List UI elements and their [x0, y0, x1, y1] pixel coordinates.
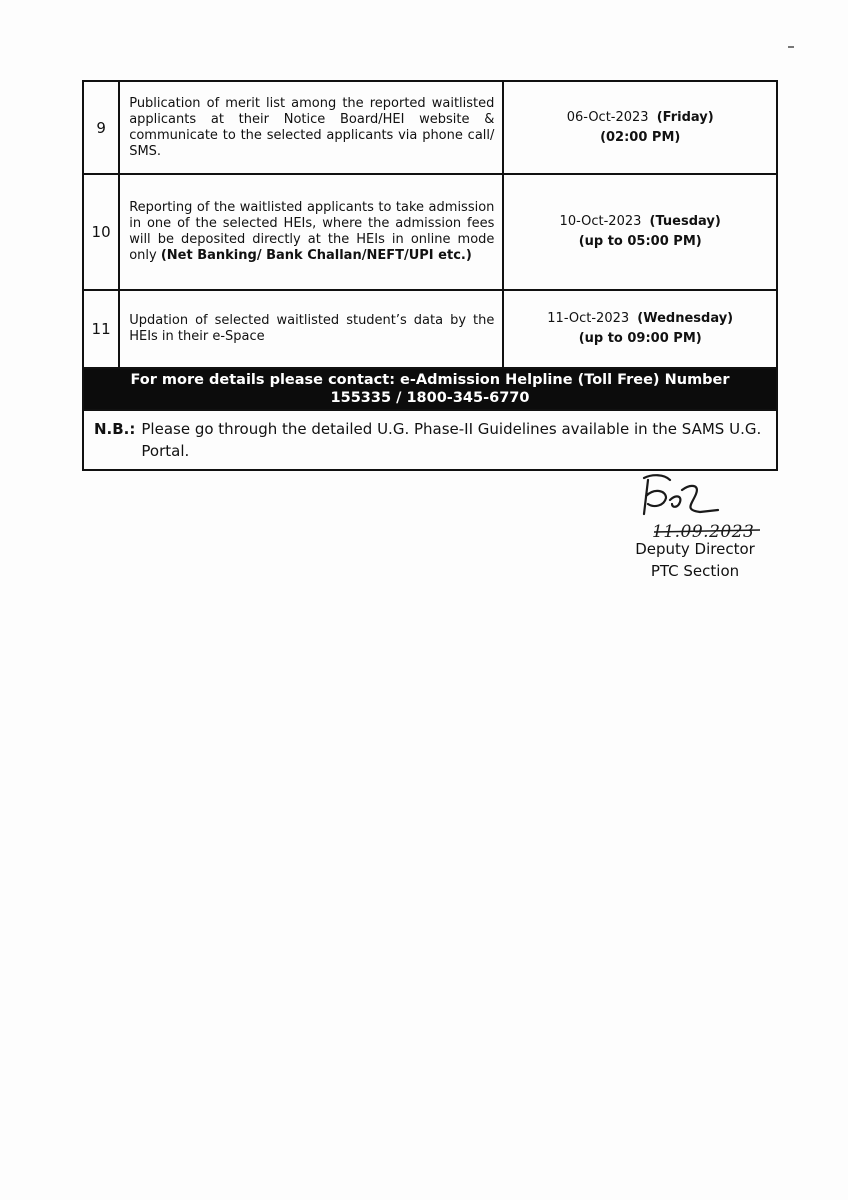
- activity-cell: [119, 174, 503, 290]
- weekday-text: (Tuesday): [649, 214, 721, 229]
- time-text: (02:00 PM): [600, 129, 681, 145]
- time-text: (up to 05:00 PM): [578, 234, 702, 249]
- note-cell: [83, 410, 777, 470]
- weekday-text: (Friday): [656, 109, 714, 125]
- weekday-text: (Wednesday): [637, 311, 734, 326]
- row-number: 11: [83, 290, 119, 368]
- scan-mark: [788, 46, 794, 48]
- contact-row: [83, 368, 777, 410]
- date-cell: [503, 81, 777, 174]
- date-text: 11-Oct-2023: [547, 311, 630, 326]
- activity-text: Publication of merit list among the reported waitlisted applicants at their Notice Board/HEI website & communicate to the selected applicants via phone call/ SMS.: [129, 95, 495, 159]
- signatory-title: [620, 538, 770, 582]
- row-number: 10: [83, 174, 119, 290]
- helpline-numbers: 155335 / 1800-345-6770: [330, 390, 530, 406]
- row-number: 9: [83, 81, 119, 174]
- activity-cell: [119, 81, 503, 174]
- note-text: Please go through the detailed U.G. Phase-II Guidelines available in the SAMS U.G. Portal.: [141, 420, 762, 460]
- note-label: N.B.:: [94, 420, 136, 438]
- helpline-banner: [83, 368, 777, 410]
- table-row: [83, 174, 777, 290]
- activity-text: Updation of selected waitlisted student’s data by the HEIs in their e-Space: [129, 313, 495, 344]
- signature-block: [630, 470, 800, 590]
- table-row: [83, 81, 777, 174]
- date-text: 06-Oct-2023: [566, 109, 649, 125]
- date-cell: [503, 290, 777, 368]
- helpline-text: For more details please contact: e-Admission Helpline (Toll Free) Number: [130, 372, 730, 388]
- time-text: (up to 09:00 PM): [578, 331, 702, 346]
- date-text: 10-Oct-2023: [559, 214, 642, 229]
- note-row: [83, 410, 777, 470]
- signatory-section: PTC Section: [650, 562, 740, 580]
- table-row: [83, 290, 777, 368]
- activity-cell: [119, 290, 503, 368]
- signatory-designation: Deputy Director: [635, 540, 755, 558]
- activity-bold-text: (Net Banking/ Bank Challan/NEFT/UPI etc.): [160, 248, 472, 263]
- activity-text: Reporting of the waitlisted applicants to take admission in one of the selected HEIs, where the admission fees will be deposited directly at the HEIs in online mode only: [129, 200, 495, 263]
- signature-date: 11.09.2023: [652, 522, 755, 542]
- schedule-table: [82, 80, 778, 471]
- date-cell: [503, 174, 777, 290]
